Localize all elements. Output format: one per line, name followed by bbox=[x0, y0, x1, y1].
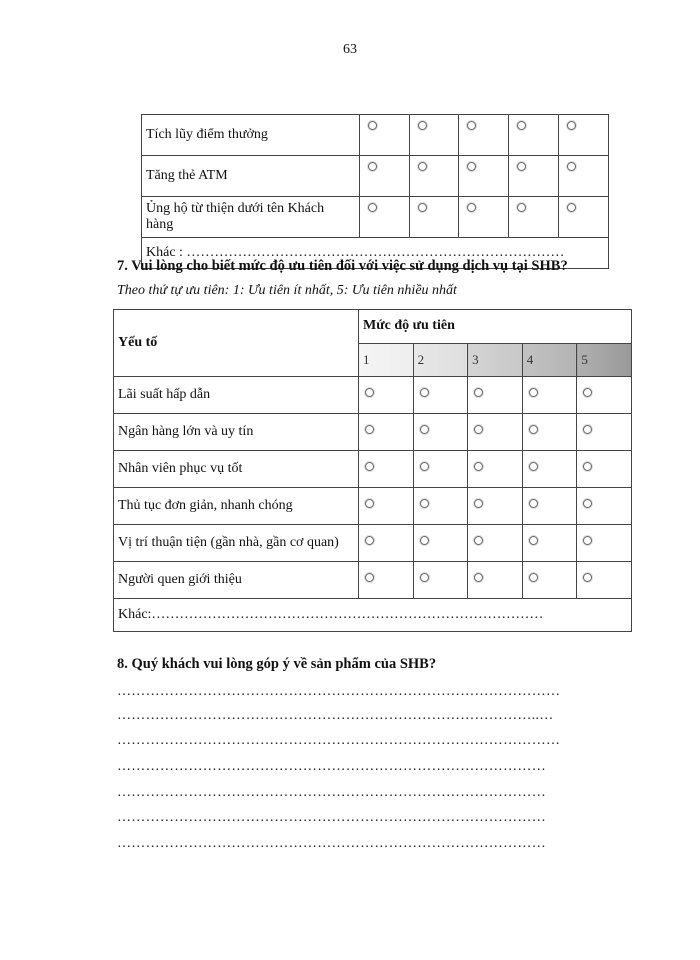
radio-option[interactable] bbox=[567, 162, 576, 171]
row-label: Vị trí thuận tiện (gần nhà, gần cơ quan) bbox=[114, 525, 359, 562]
answer-line[interactable]: ……………………………………………………………………………… bbox=[117, 810, 546, 825]
radio-option[interactable] bbox=[529, 462, 538, 471]
question-7-subtitle: Theo thứ tự ưu tiên: 1: Ưu tiên ít nhất, 5: Ưu tiên nhiều nhất bbox=[117, 283, 457, 298]
radio-option[interactable] bbox=[368, 162, 377, 171]
radio-option[interactable] bbox=[583, 499, 592, 508]
radio-option[interactable] bbox=[474, 388, 483, 397]
other-field[interactable]: Khác:………………………………………………………………………… bbox=[114, 599, 632, 632]
radio-option[interactable] bbox=[517, 203, 526, 212]
radio-option[interactable] bbox=[474, 573, 483, 582]
radio-option[interactable] bbox=[583, 573, 592, 582]
radio-option[interactable] bbox=[567, 203, 576, 212]
radio-option[interactable] bbox=[365, 499, 374, 508]
row-label: Tích lũy điểm thưởng bbox=[142, 115, 360, 156]
radio-option[interactable] bbox=[368, 203, 377, 212]
radio-option[interactable] bbox=[467, 121, 476, 130]
priority-table bbox=[113, 309, 632, 632]
radio-option[interactable] bbox=[418, 162, 427, 171]
row-label: Nhân viên phục vụ tốt bbox=[114, 451, 359, 488]
radio-option[interactable] bbox=[420, 462, 429, 471]
table-row bbox=[114, 488, 632, 525]
answer-line[interactable]: ……………………………………………………………………………… bbox=[117, 836, 546, 851]
row-label: Lãi suất hấp dẫn bbox=[114, 377, 359, 414]
other-field[interactable]: Khác : ……………………………………………………………………… bbox=[142, 238, 609, 269]
level-5-header: 5 bbox=[577, 343, 632, 377]
level-4-header: 4 bbox=[522, 343, 577, 377]
radio-option[interactable] bbox=[529, 499, 538, 508]
radio-option[interactable] bbox=[529, 425, 538, 434]
benefits-table bbox=[141, 114, 609, 269]
radio-option[interactable] bbox=[474, 499, 483, 508]
radio-option[interactable] bbox=[420, 425, 429, 434]
level-2-header: 2 bbox=[413, 343, 468, 377]
radio-option[interactable] bbox=[583, 425, 592, 434]
radio-option[interactable] bbox=[365, 536, 374, 545]
radio-option[interactable] bbox=[583, 462, 592, 471]
row-label: Ngân hàng lớn và uy tín bbox=[114, 414, 359, 451]
table-row bbox=[142, 156, 609, 197]
level-3-header: 3 bbox=[468, 343, 523, 377]
table-row bbox=[114, 414, 632, 451]
factor-header: Yếu tố bbox=[114, 310, 359, 377]
radio-option[interactable] bbox=[517, 121, 526, 130]
row-label: Người quen giới thiệu bbox=[114, 562, 359, 599]
radio-option[interactable] bbox=[474, 425, 483, 434]
radio-option[interactable] bbox=[529, 573, 538, 582]
row-label: Tăng thẻ ATM bbox=[142, 156, 360, 197]
radio-option[interactable] bbox=[529, 536, 538, 545]
answer-line[interactable]: ……………………………………………………………………………… bbox=[117, 785, 546, 800]
answer-line[interactable]: ………………………………………………………………………………… bbox=[117, 684, 561, 699]
answer-line[interactable]: ……………………………………………………………………………..… bbox=[117, 708, 554, 723]
other-row bbox=[114, 599, 632, 632]
radio-option[interactable] bbox=[365, 462, 374, 471]
radio-option[interactable] bbox=[567, 121, 576, 130]
radio-option[interactable] bbox=[583, 388, 592, 397]
radio-option[interactable] bbox=[418, 121, 427, 130]
table-row bbox=[142, 115, 609, 156]
radio-option[interactable] bbox=[583, 536, 592, 545]
level-1-header: 1 bbox=[359, 343, 414, 377]
radio-option[interactable] bbox=[420, 388, 429, 397]
radio-option[interactable] bbox=[474, 462, 483, 471]
question-8-title: 8. Quý khách vui lòng góp ý về sản phẩm của SHB? bbox=[117, 656, 437, 672]
radio-option[interactable] bbox=[418, 203, 427, 212]
question-7-title: 7. Vui lòng cho biết mức độ ưu tiên đối với việc sử dụng dịch vụ tại SHB? bbox=[117, 258, 568, 274]
radio-option[interactable] bbox=[365, 425, 374, 434]
radio-option[interactable] bbox=[529, 388, 538, 397]
table-row bbox=[142, 197, 609, 238]
answer-line[interactable]: ……………………………………………………………………………… bbox=[117, 759, 546, 774]
radio-option[interactable] bbox=[474, 536, 483, 545]
answer-line[interactable]: ………………………………………………………………………………… bbox=[117, 733, 561, 748]
table-row bbox=[114, 525, 632, 562]
row-label: Ủng hộ từ thiện dưới tên Khách hàng bbox=[142, 197, 360, 238]
page-number: 63 bbox=[343, 42, 357, 57]
radio-option[interactable] bbox=[365, 388, 374, 397]
radio-option[interactable] bbox=[420, 499, 429, 508]
radio-option[interactable] bbox=[467, 162, 476, 171]
radio-option[interactable] bbox=[420, 536, 429, 545]
row-label: Thủ tục đơn giản, nhanh chóng bbox=[114, 488, 359, 525]
priority-header: Mức độ ưu tiên bbox=[359, 310, 632, 344]
radio-option[interactable] bbox=[467, 203, 476, 212]
table-row bbox=[114, 377, 632, 414]
radio-option[interactable] bbox=[368, 121, 377, 130]
table-row bbox=[114, 451, 632, 488]
radio-option[interactable] bbox=[420, 573, 429, 582]
table-row bbox=[114, 562, 632, 599]
radio-option[interactable] bbox=[517, 162, 526, 171]
radio-option[interactable] bbox=[365, 573, 374, 582]
